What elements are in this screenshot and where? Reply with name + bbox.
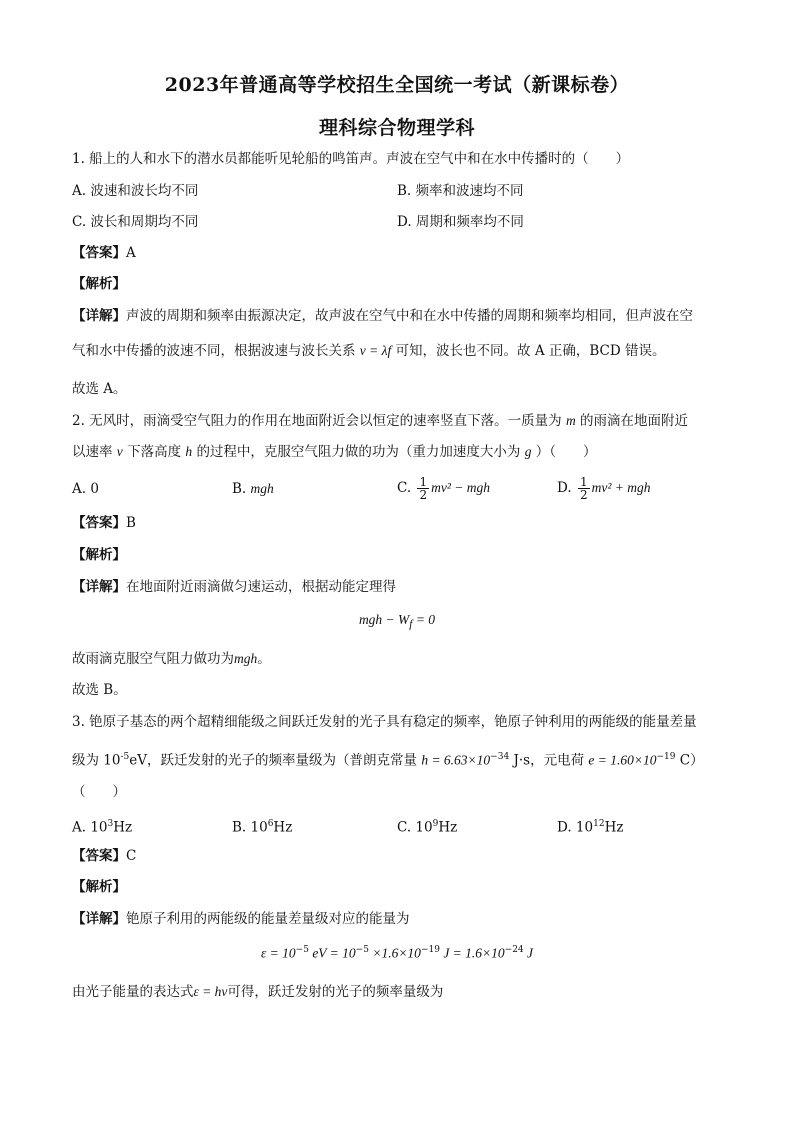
fraction-numerator: 1 [419, 475, 428, 489]
option-base: A. 10 [72, 819, 108, 836]
exponent: −34 [490, 752, 510, 762]
fraction-denominator: 2 [419, 488, 428, 502]
equation-part: ×1.6×10 [368, 945, 421, 961]
q2-conclusion [72, 650, 271, 668]
q3-stem-line-3: （ ） [72, 784, 126, 800]
equation-part: J [523, 945, 534, 961]
q2-option-c [397, 470, 490, 506]
q1-option-b: B. 频率和波速均不同 [397, 183, 524, 199]
exam-subtitle: 理科综合物理学科 [318, 117, 475, 139]
q2-detail-line-1 [72, 578, 396, 596]
q3-stem-line-1: 3. 铯原子基态的两个超精细能级之间跃迁发射的光子具有稳定的频率，铯原子钟利用的两能级的能量差量 [72, 714, 697, 730]
exponent: 9 [432, 819, 439, 829]
q3-last-line [72, 983, 443, 1001]
q1-choose: 故选 A。 [72, 381, 127, 397]
detail-text: 可知，波长也不同。故 A 正确，BCD 错误。 [395, 343, 666, 359]
q1-detail-line-1 [72, 307, 693, 325]
fraction-numerator: 1 [579, 475, 588, 489]
answer-tag: 【答案】 [72, 848, 126, 864]
option-label: B. [232, 481, 251, 497]
q3-equation [0, 945, 794, 962]
exponent: 3 [107, 819, 114, 829]
stem-text: ）（ ） [535, 444, 597, 460]
stem-text: 的过程中，克服空气阻力做的功为（重力加速度大小为 [196, 444, 521, 460]
unit: J·s [509, 752, 531, 769]
detail-text: 气和水中传播的波速不同，根据波速与波长关系 [72, 343, 356, 359]
planck-constant: h = 6.63×10 [421, 752, 491, 768]
q3-option-c [397, 815, 457, 837]
symbol-h: h [185, 444, 193, 459]
option-base: D. 10 [557, 819, 594, 836]
answer-value: A [126, 245, 136, 261]
answer-tag: 【答案】 [72, 515, 126, 531]
fraction [417, 476, 429, 501]
q2-analysis-tag: 【解析】 [72, 547, 126, 563]
symbol-m: m [565, 413, 576, 428]
stem-text: 以速率 [72, 444, 113, 460]
q2-option-a: A. 0 [72, 481, 99, 497]
q3-detail-line-1 [72, 910, 410, 928]
stem-text: eV，跃迁发射的光子的频率量级为（普朗克常量 [129, 752, 418, 769]
conclusion-text: 故雨滴克服空气阻力做功为 [72, 651, 234, 667]
q2-equation [0, 612, 794, 631]
answer-tag: 【答案】 [72, 245, 126, 261]
exam-title: 2023年普通高等学校招生全国统一考试（新课标卷） [164, 74, 630, 96]
q3-answer [72, 847, 136, 865]
symbol-g: g [524, 444, 532, 459]
q2-stem-line-1 [72, 412, 688, 430]
q3-option-b [232, 815, 292, 837]
option-formula: mv² − mgh [431, 480, 490, 495]
answer-value: B [126, 515, 136, 531]
exponent: −24 [504, 945, 524, 955]
exponent: −19 [420, 945, 440, 955]
q1-option-d: D. 周期和频率均不同 [397, 214, 524, 230]
detail-text: 铯原子利用的两能级的能量差量级对应的能量为 [126, 911, 410, 927]
stem-text: 级为 10 [72, 752, 121, 769]
conclusion-formula: mgh [234, 651, 258, 666]
symbol-v: v [116, 444, 123, 459]
wave-formula: v = λf [359, 343, 392, 358]
detail-tag: 【详解】 [72, 579, 126, 595]
q1-option-c: C. 波长和周期均不同 [72, 214, 199, 230]
detail-tag: 【详解】 [72, 308, 126, 324]
exponent: −19 [656, 752, 676, 762]
option-formula: mv² + mgh [591, 480, 651, 495]
answer-value: C [126, 848, 137, 864]
q3-option-a [72, 815, 132, 837]
exponent: −5 [295, 945, 309, 955]
detail-text: 声波的周期和频率由振源决定，故声波在空气中和在水中传播的周期和频率均相同，但声波在空 [126, 308, 693, 324]
equation-part: ε = 10 [260, 945, 296, 961]
stem-text: 的雨滴在地面附近 [580, 413, 689, 429]
exponent: 12 [593, 819, 605, 829]
equation-part: eV = 10 [308, 945, 356, 961]
q2-answer [72, 514, 136, 532]
unit: Hz [438, 819, 458, 836]
stem-text: ） [690, 752, 704, 769]
q1-option-a: A. 波速和波长均不同 [72, 183, 199, 199]
q1-answer [72, 244, 136, 262]
stem-text: 2. 无风时，雨滴受空气阻力的作用在地面附近会以恒定的速率竖直下落。一质量为 [72, 413, 562, 429]
unit: Hz [113, 819, 133, 836]
option-base: B. 10 [232, 819, 268, 836]
q2-choose: 故选 B。 [72, 682, 127, 698]
exponent: 6 [267, 819, 274, 829]
q3-analysis-tag: 【解析】 [72, 879, 126, 895]
detail-tag: 【详解】 [72, 911, 126, 927]
q2-option-b [232, 480, 274, 498]
q2-stem-line-2 [72, 443, 597, 461]
fraction [578, 476, 590, 501]
equation-lhs: mgh − W [358, 612, 410, 627]
exponent: −5 [355, 945, 369, 955]
conclusion-text: 。 [257, 651, 271, 667]
unit: Hz [273, 819, 293, 836]
detail-text: 在地面附近雨滴做匀速运动，根据动能定理得 [126, 579, 396, 595]
stem-text: ，元电荷 [530, 752, 585, 769]
photon-energy-formula: ε = hν [193, 984, 228, 999]
equation-subscript: f [409, 618, 413, 631]
detail-text: 可得，跃迁发射的光子的频率量级为 [227, 984, 444, 1000]
q3-option-d [557, 815, 623, 837]
equation-part: J = 1.6×10 [439, 945, 505, 961]
fraction-denominator: 2 [579, 488, 588, 502]
q1-analysis-tag: 【解析】 [72, 276, 126, 292]
detail-text: 由光子能量的表达式 [72, 984, 194, 1000]
exponent: -5 [120, 752, 130, 762]
q1-detail-line-2 [72, 342, 666, 360]
stem-text: 下落高度 [127, 444, 182, 460]
q1-stem: 1. 船上的人和水下的潜水员都能听见轮船的鸣笛声。声波在空气中和在水中传播时的（ ） [72, 151, 630, 167]
option-label: C. [397, 480, 416, 496]
unit: Hz [604, 819, 624, 836]
option-label: D. [557, 480, 576, 496]
q2-option-d [557, 470, 650, 506]
elementary-charge: e = 1.60×10 [588, 752, 657, 768]
q3-stem-line-2 [72, 748, 704, 770]
equation-rhs: = 0 [412, 612, 436, 627]
option-formula: mgh [250, 481, 274, 496]
unit: C [675, 752, 691, 769]
option-base: C. 10 [397, 819, 433, 836]
